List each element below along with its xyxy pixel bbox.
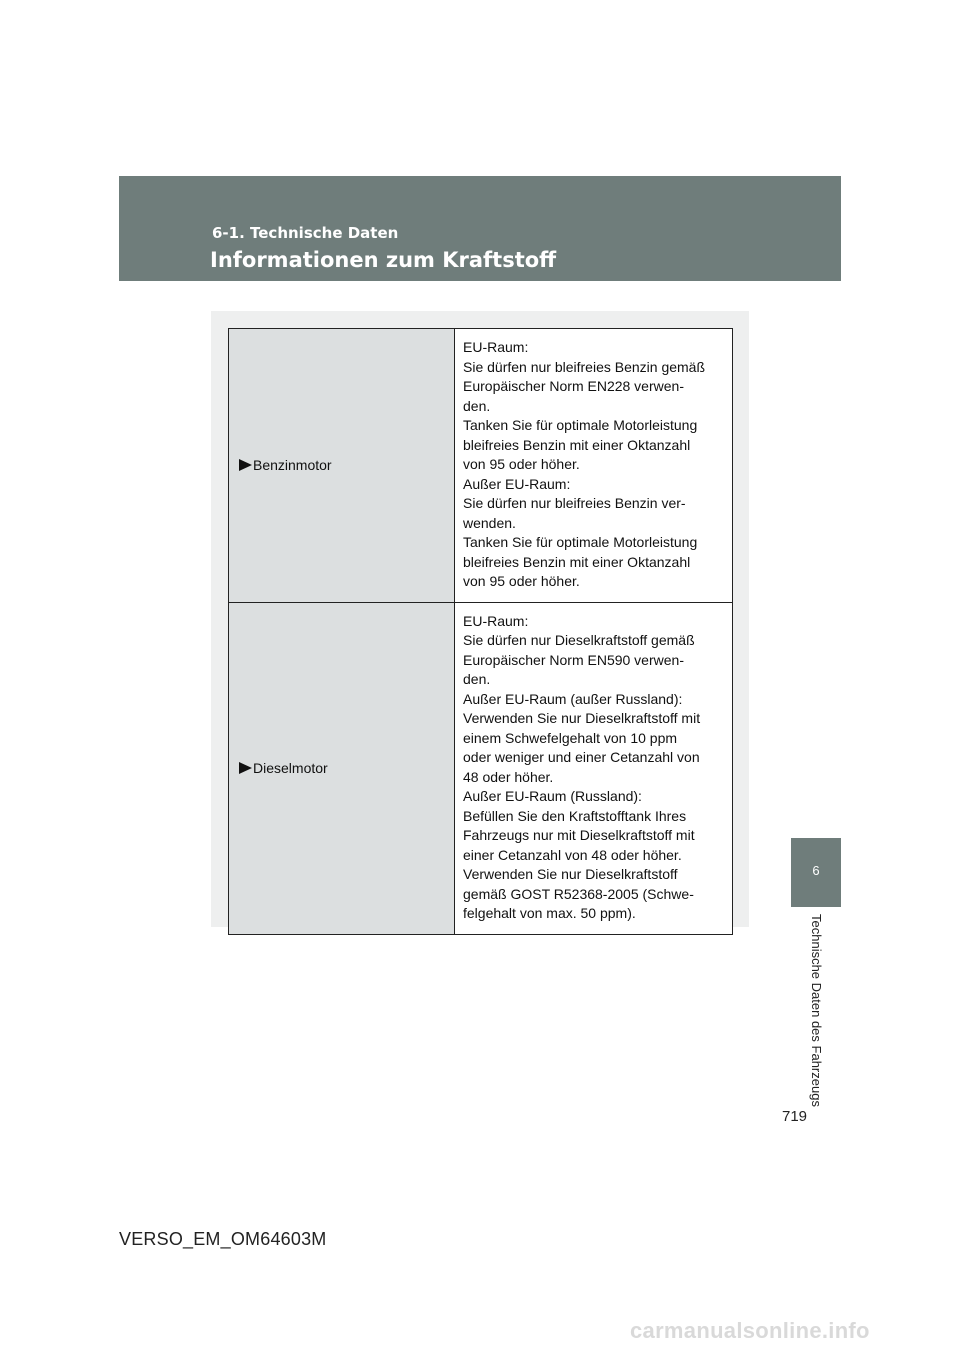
spec-line: felgehalt von max. 50 ppm). — [463, 905, 636, 921]
spec-line: Außer EU-Raum (Russland): — [463, 788, 642, 804]
spec-line: einer Cetanzahl von 48 oder höher. — [463, 846, 682, 863]
spec-line: den. — [463, 671, 491, 687]
spec-line: Europäischer Norm EN590 verwen- — [463, 651, 684, 668]
spec-line: Befüllen Sie den Kraftstofftank Ihres — [463, 807, 687, 824]
spec-line: Tanken Sie für optimale Motorleistung — [463, 417, 698, 433]
spec-line: Europäischer Norm EN228 verwen- — [463, 378, 684, 394]
spec-line: Verwenden Sie nur Dieselkraftstoff — [463, 866, 678, 882]
spec-line: EU-Raum: — [463, 339, 529, 355]
spec-line: Tanken Sie für optimale Motorleistung — [463, 534, 698, 550]
spec-line: Sie dürfen nur bleifreies Benzin ver- — [463, 495, 686, 511]
chapter-header — [119, 176, 841, 281]
engine-label: Dieselmotor — [253, 760, 328, 776]
spec-line: den. — [463, 397, 491, 414]
chapter-tab[interactable] — [791, 838, 841, 907]
spec-line: von 95 oder höher. — [463, 573, 580, 589]
spec-line: einem Schwefelgehalt von 10 ppm — [463, 729, 678, 746]
engine-cell — [229, 602, 455, 934]
spec-line: bleifreies Benzin mit einer Oktanzahl — [463, 553, 691, 570]
triangle-right-icon — [239, 762, 252, 774]
page-title: Informationen zum Kraftstoff — [210, 248, 557, 272]
spec-line: Fahrzeugs nur mit Dieselkraftstoff mit — [463, 827, 695, 843]
spec-line: oder weniger und einer Cetanzahl von — [463, 749, 700, 765]
triangle-right-icon — [239, 459, 252, 471]
spec-line: EU-Raum: — [463, 612, 529, 629]
watermark: carmanualsonline.info — [630, 1318, 870, 1343]
spec-line: bleifreies Benzin mit einer Oktanzahl — [463, 436, 691, 453]
engine-label: Benzinmotor — [253, 457, 332, 474]
spec-line: Außer EU-Raum (außer Russland): — [463, 690, 683, 707]
table-row — [229, 602, 733, 934]
spec-line: wenden. — [463, 514, 516, 531]
spec-line: 48 oder höher. — [463, 768, 554, 785]
spec-line: Verwenden Sie nur Dieselkraftstoff mit — [463, 710, 701, 726]
chapter-number: 6 — [812, 863, 820, 878]
engine-cell — [229, 329, 455, 603]
fuel-table — [228, 328, 733, 935]
spec-cell — [455, 329, 733, 603]
table-row — [229, 329, 733, 603]
spec-cell — [455, 602, 733, 934]
spec-line: Sie dürfen nur bleifreies Benzin gemäß — [463, 358, 706, 375]
page-number: 719 — [782, 1108, 808, 1125]
chapter-side-label: Technische Daten des Fahrzeugs — [809, 914, 824, 1107]
spec-line: von 95 oder höher. — [463, 456, 580, 472]
document-id: VERSO_EM_OM64603M — [119, 1229, 327, 1249]
spec-line: Sie dürfen nur Dieselkraftstoff gemäß — [463, 632, 695, 648]
section-label: 6-1. Technische Daten — [212, 224, 399, 242]
spec-line: gemäß GOST R52368-2005 (Schwe- — [463, 885, 694, 902]
content-panel — [211, 311, 749, 927]
spec-line: Außer EU-Raum: — [463, 475, 571, 492]
